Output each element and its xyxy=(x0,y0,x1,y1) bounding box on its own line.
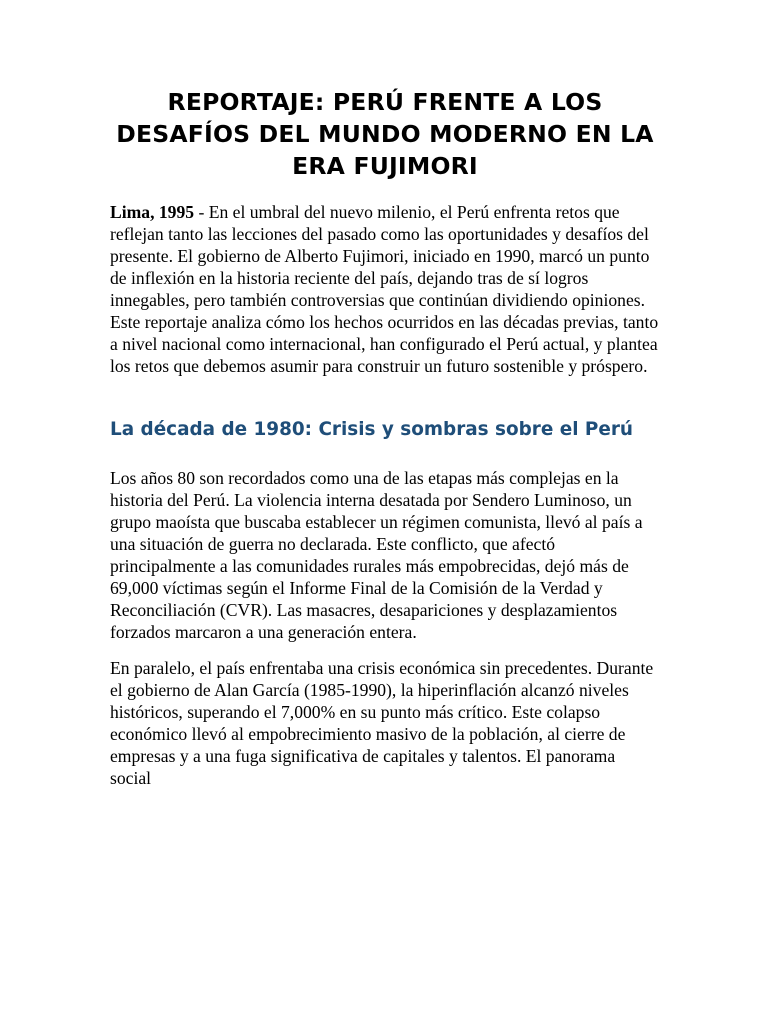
document-page xyxy=(110,0,660,789)
intro-text: - En el umbral del nuevo milenio, el Perú enfrenta retos que reflejan tanto las lecciones del pasado como las oportunidades y desafíos del presente. El gobierno de Alberto Fujimori, iniciado en 1990, marcó un punto de inflexión en la historia reciente del país, dejando tras de sí logros innegables, pero también controversias que continúan dividiendo opiniones. Este reportaje analiza cómo los hechos ocurridos en las décadas previas, tanto a nivel nacional como internacional, han configurado el Perú actual, y plantea los retos que debemos asumir para construir un futuro sostenible y próspero. xyxy=(110,202,659,376)
section-paragraph: En paralelo, el país enfrentaba una crisis económica sin precedentes. Durante el gobierno de Alan García (1985-1990), la hiperinflación alcanzó niveles históricos, superando el 7,000% en su punto más crítico. Este colapso económico llevó al empobrecimiento masivo de la población, al cierre de empresas y a una fuga significativa de capitales y talentos. El panorama social xyxy=(110,658,654,788)
dateline: Lima, 1995 xyxy=(110,202,195,222)
intro-paragraph xyxy=(110,201,660,377)
document-title: REPORTAJE: PERÚ FRENTE A LOS DESAFÍOS DEL MUNDO MODERNO EN LA ERA FUJIMORI xyxy=(116,88,654,180)
section-heading: La década de 1980: Crisis y sombras sobre el Perú xyxy=(110,419,634,440)
section-paragraph: Los años 80 son recordados como una de las etapas más complejas en la historia del Perú. La violencia interna desatada por Sendero Luminoso, un grupo maoísta que buscaba establecer un régimen comunista, llevó al país a una situación de guerra no declarada. Este conflicto, que afectó principalmente a las comunidades rurales más empobrecidas, dejó más de 69,000 víctimas según el Informe Final de la Comisión de la Verdad y Reconciliación (CVR). Las masacres, desapariciones y desplazamientos forzados marcaron a una generación entera. xyxy=(110,468,643,642)
